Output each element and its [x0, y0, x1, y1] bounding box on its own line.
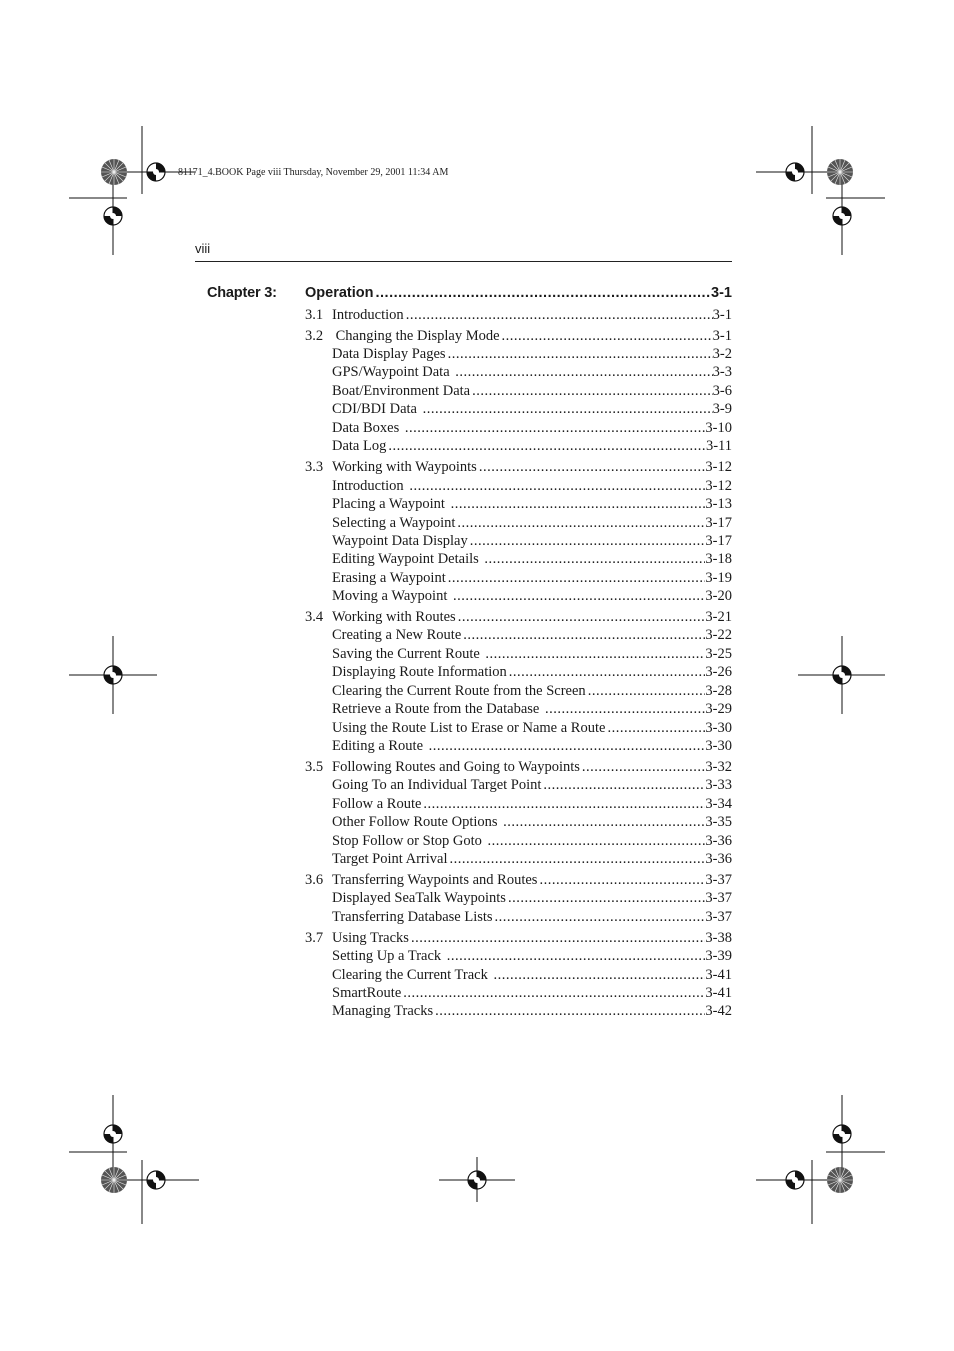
toc-subsection-entry[interactable]: [332, 532, 732, 551]
subsection-title: Creating a New Route: [332, 627, 462, 643]
toc-subsection-entry[interactable]: [332, 400, 732, 419]
dot-leader: [491, 966, 705, 985]
subsection-title: Introduction: [332, 478, 408, 494]
dot-leader: [470, 382, 713, 401]
toc-subsection-entry[interactable]: [332, 795, 732, 814]
toc-subsection-entry[interactable]: [332, 437, 732, 456]
dot-leader: [446, 345, 713, 364]
toc-section-entry[interactable]: [305, 758, 732, 777]
toc-subsection-entry[interactable]: [332, 363, 732, 382]
chapter-page: 3-1: [711, 285, 732, 301]
toc-subsection-entry[interactable]: [332, 477, 732, 496]
page-ref: 3-12: [705, 459, 732, 475]
dot-leader: [543, 700, 705, 719]
section-title: Using Tracks: [332, 930, 409, 946]
page-ref: 3-30: [705, 738, 732, 754]
page-ref: 3-17: [705, 515, 732, 531]
toc-section-entry[interactable]: [305, 327, 732, 346]
section-title: Working with Routes: [332, 609, 456, 625]
toc-section-entry[interactable]: [305, 608, 732, 627]
subsection-title: Data Log: [332, 438, 387, 454]
subsection-title: Setting Up a Track: [332, 948, 445, 964]
page-ref: 3-12: [705, 478, 732, 494]
page-ref: 3-35: [705, 814, 732, 830]
page-ref: 3-1: [712, 307, 732, 323]
dot-leader: [455, 514, 705, 533]
dot-leader: [541, 776, 705, 795]
page-ref: 3-37: [705, 909, 732, 925]
page-ref: 3-18: [705, 551, 732, 567]
subsection-title: Going To an Individual Target Point: [332, 777, 542, 793]
subsection-title: Managing Tracks: [332, 1003, 434, 1019]
subsection-title: Using the Route List to Erase or Name a Route: [332, 720, 606, 736]
print-slug: 81171_4.BOOK Page viii Thursday, November 29, 2001 11:34 AM: [178, 167, 449, 178]
subsection-title: Editing a Route: [332, 738, 427, 754]
toc-subsection-entry[interactable]: [332, 587, 732, 606]
toc-subsection-entry[interactable]: [332, 626, 732, 645]
subsection-title: CDI/BDI Data: [332, 401, 421, 417]
dot-leader: [485, 832, 705, 851]
dot-leader: [401, 984, 705, 1003]
dot-leader: [403, 419, 706, 438]
toc-subsection-entry[interactable]: [332, 382, 732, 401]
dot-leader: [482, 550, 705, 569]
section-number: 3.7: [305, 930, 324, 946]
page-ref: 3-20: [705, 588, 732, 604]
section-number: 3.5: [305, 759, 324, 775]
section-number: 3.1: [305, 307, 324, 323]
subsection-title: Data Boxes: [332, 420, 403, 436]
dot-leader: [448, 850, 706, 869]
section-number: 3.2: [305, 328, 324, 344]
toc-subsection-entry[interactable]: [332, 984, 732, 1003]
dot-leader: [506, 889, 705, 908]
toc-subsection-entry[interactable]: [332, 813, 732, 832]
section-title: Transferring Waypoints and Routes: [332, 872, 538, 888]
toc-subsection-entry[interactable]: [332, 966, 732, 985]
page-ref: 3-26: [705, 664, 732, 680]
dot-leader: [580, 758, 706, 777]
section-number: 3.4: [305, 609, 324, 625]
dot-leader: [453, 363, 712, 382]
section-number: 3.3: [305, 459, 324, 475]
page-ref: 3-1: [712, 328, 732, 344]
page-ref: 3-11: [705, 438, 732, 454]
chapter-title: Operation: [305, 285, 374, 301]
page-ref: 3-42: [705, 1003, 732, 1019]
dot-leader: [445, 947, 706, 966]
subsection-title: Displayed SeaTalk Waypoints: [332, 890, 506, 906]
page-ref: 3-33: [705, 777, 732, 793]
subsection-title: SmartRoute: [332, 985, 402, 1001]
dot-leader: [409, 929, 705, 948]
dot-leader: [501, 813, 705, 832]
dot-leader: [605, 719, 705, 738]
dot-leader: [404, 306, 713, 325]
page-ref: 3-34: [705, 796, 732, 812]
page-ref: 3-13: [705, 496, 732, 512]
subsection-title: Follow a Route: [332, 796, 422, 812]
toc-subsection-entry[interactable]: [332, 908, 732, 927]
subsection-title: Placing a Waypoint: [332, 496, 449, 512]
toc-section-entry[interactable]: [305, 306, 732, 325]
dot-leader: [407, 477, 705, 496]
subsection-title: Retrieve a Route from the Database: [332, 701, 543, 717]
subsection-title: Clearing the Current Route from the Screen: [332, 683, 586, 699]
dot-leader: [477, 458, 706, 477]
page-ref: 3-3: [712, 364, 732, 380]
page-ref: 3-25: [705, 646, 732, 662]
dot-leader: [507, 663, 706, 682]
dot-leader: [456, 608, 706, 627]
page-ref: 3-41: [705, 985, 732, 1001]
toc-subsection-entry[interactable]: [332, 850, 732, 869]
page-ref: 3-32: [705, 759, 732, 775]
dot-leader: [421, 795, 705, 814]
page-ref: 3-38: [705, 930, 732, 946]
dot-leader: [537, 871, 705, 890]
page-ref: 3-30: [705, 720, 732, 736]
page-ref: 3-28: [705, 683, 732, 699]
subsection-title: Displaying Route Information: [332, 664, 507, 680]
page-ref: 3-17: [705, 533, 732, 549]
dot-leader: [468, 532, 706, 551]
toc-subsection-entry[interactable]: [332, 889, 732, 908]
page-ref: 3-36: [705, 833, 732, 849]
subsection-title: Moving a Waypoint: [332, 588, 451, 604]
dot-leader: [427, 737, 706, 756]
page-ref: 3-2: [712, 346, 732, 362]
subsection-title: Stop Follow or Stop Goto: [332, 833, 486, 849]
dot-leader: [483, 645, 705, 664]
chapter-title-entry[interactable]: [305, 285, 732, 301]
toc-subsection-entry[interactable]: [332, 1002, 732, 1021]
dot-leader: [451, 587, 705, 606]
dot-leader: [586, 682, 706, 701]
dot-leader: [500, 327, 713, 346]
toc-section-entry[interactable]: [305, 929, 732, 948]
toc-subsection-entry[interactable]: [332, 663, 732, 682]
page-ref: 3-37: [705, 872, 732, 888]
toc-subsection-entry[interactable]: [332, 700, 732, 719]
page-ref: 3-37: [705, 890, 732, 906]
page-ref: 3-22: [705, 627, 732, 643]
dot-leader: [461, 626, 705, 645]
toc-section-entry[interactable]: [305, 871, 732, 890]
toc-subsection-entry[interactable]: [332, 719, 732, 738]
page-ref: 3-29: [705, 701, 732, 717]
subsection-title: Clearing the Current Track: [332, 967, 492, 983]
toc-subsection-entry[interactable]: [332, 419, 732, 438]
subsection-title: GPS/Waypoint Data: [332, 364, 454, 380]
toc-subsection-entry[interactable]: [332, 737, 732, 756]
toc-subsection-entry[interactable]: [332, 947, 732, 966]
chapter-label: Chapter 3:: [207, 285, 277, 301]
section-title: Introduction: [332, 307, 404, 323]
dot-leader: [433, 1002, 705, 1021]
page-ref: 3-39: [705, 948, 732, 964]
toc-subsection-entry[interactable]: [332, 345, 732, 364]
page-ref: 3-21: [705, 609, 732, 625]
subsection-title: Waypoint Data Display: [332, 533, 468, 549]
section-title: Following Routes and Going to Waypoints: [332, 759, 580, 775]
toc-section-entry[interactable]: [305, 458, 732, 477]
page-ref: 3-41: [705, 967, 732, 983]
toc-subsection-entry[interactable]: [332, 550, 732, 569]
dot-leader: [449, 495, 706, 514]
toc-subsection-entry[interactable]: [332, 645, 732, 664]
page-ref: 3-6: [712, 383, 732, 399]
subsection-title: Saving the Current Route: [332, 646, 484, 662]
subsection-title: Erasing a Waypoint: [332, 570, 446, 586]
page-ref: 3-36: [705, 851, 732, 867]
page-ref: 3-10: [705, 420, 732, 436]
section-title: Working with Waypoints: [332, 459, 477, 475]
toc-subsection-entry[interactable]: [332, 776, 732, 795]
page-ref: 3-9: [712, 401, 732, 417]
subsection-title: Transferring Database Lists: [332, 909, 493, 925]
subsection-title: Other Follow Route Options: [332, 814, 502, 830]
section-title: Changing the Display Mode: [332, 328, 500, 344]
subsection-title: Boat/Environment Data: [332, 383, 471, 399]
subsection-title: Data Display Pages: [332, 346, 446, 362]
toc-subsection-entry[interactable]: [332, 495, 732, 514]
toc-subsection-entry[interactable]: [332, 569, 732, 588]
toc-subsection-entry[interactable]: [332, 514, 732, 533]
page-ref: 3-19: [705, 570, 732, 586]
subsection-title: Selecting a Waypoint: [332, 515, 456, 531]
subsection-title: Target Point Arrival: [332, 851, 448, 867]
dot-leader: [493, 908, 706, 927]
section-number: 3.6: [305, 872, 324, 888]
header-rule: [195, 261, 732, 262]
subsection-title: Editing Waypoint Details: [332, 551, 483, 567]
toc-subsection-entry[interactable]: [332, 682, 732, 701]
page-number: viii: [195, 241, 211, 256]
dot-leader: [386, 437, 706, 456]
dot-leader: [446, 569, 706, 588]
dot-leader: [373, 285, 711, 301]
toc-subsection-entry[interactable]: [332, 832, 732, 851]
dot-leader: [421, 400, 713, 419]
